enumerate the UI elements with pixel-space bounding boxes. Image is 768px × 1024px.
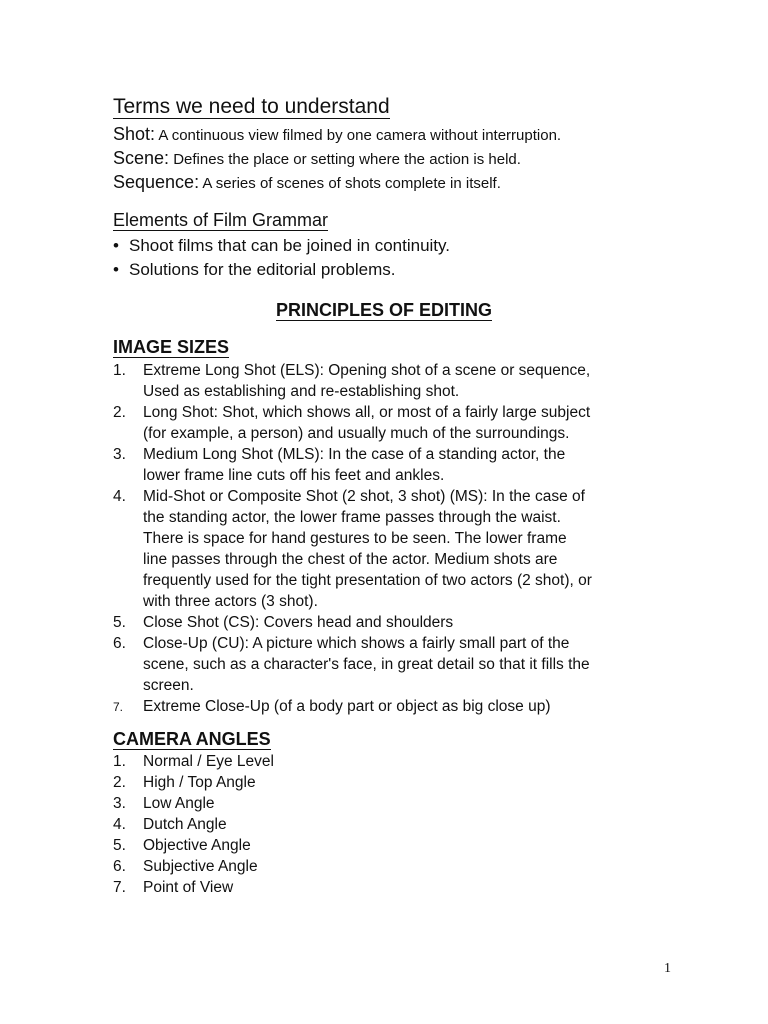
list-line: Close Shot (CS): Covers head and shoulders [143, 614, 454, 631]
image-sizes-heading-text: IMAGE SIZES [113, 337, 230, 357]
list-item [113, 486, 673, 612]
list-line: Normal / Eye Level [143, 753, 274, 770]
list-number: 2. [113, 774, 126, 791]
definition-scene [113, 148, 521, 169]
list-number: 3. [113, 446, 126, 463]
principles-heading-text: PRINCIPLES OF EDITING [275, 300, 493, 320]
list-line: Dutch Angle [143, 816, 227, 833]
list-line: High / Top Angle [143, 774, 256, 791]
list-line: Low Angle [143, 795, 215, 812]
list-line: Mid-Shot or Composite Shot (2 shot, 3 shot) (MS): In the case of [143, 488, 585, 505]
list-item [113, 814, 673, 835]
term-label: Shot: [113, 124, 156, 144]
list-item [113, 633, 673, 696]
list-line: Used as establishing and re-establishing shot. [143, 383, 460, 400]
terms-heading [113, 95, 390, 119]
list-item [113, 877, 673, 898]
list-number: 4. [113, 816, 126, 833]
list-number: 2. [113, 404, 126, 421]
list-line: Extreme Long Shot (ELS): Opening shot of a scene or sequence, [143, 362, 591, 379]
definition-shot [113, 124, 561, 145]
list-line: Close-Up (CU): A picture which shows a fairly small part of the [143, 635, 570, 652]
terms-heading-text: Terms we need to understand [113, 95, 390, 118]
list-number: 5. [113, 614, 126, 631]
list-number: 4. [113, 488, 126, 505]
list-line: line passes through the chest of the actor. Medium shots are [143, 551, 558, 568]
bullet-dot: • [113, 260, 119, 279]
list-line: Point of View [143, 879, 234, 896]
list-number: 6. [113, 635, 126, 652]
list-item [113, 612, 673, 633]
list-line: the standing actor, the lower frame passes through the waist. [143, 509, 561, 526]
bullet-text: Shoot films that can be joined in continuity. [129, 236, 450, 255]
bullet-item [113, 260, 395, 280]
bullet-text: Solutions for the editorial problems. [129, 260, 396, 279]
term-label: Scene: [113, 148, 170, 168]
term-text: A continuous view filmed by one camera without interruption. [155, 127, 562, 144]
list-item [113, 772, 673, 793]
principles-heading [0, 300, 768, 321]
list-line: frequently used for the tight presentation of two actors (2 shot), or [143, 572, 592, 589]
camera-angles-heading-text: CAMERA ANGLES [113, 729, 271, 749]
list-item [113, 751, 673, 772]
camera-angles-list [113, 751, 673, 898]
list-line: Medium Long Shot (MLS): In the case of a standing actor, the [143, 446, 566, 463]
list-number: 5. [113, 837, 126, 854]
bullet-item [113, 236, 450, 256]
list-line: Extreme Close-Up (of a body part or object as big close up) [143, 698, 551, 715]
list-item [113, 360, 673, 402]
grammar-heading-text: Elements of Film Grammar [113, 210, 329, 230]
grammar-heading [113, 210, 328, 231]
list-item [113, 402, 673, 444]
image-sizes-heading [113, 337, 229, 358]
list-number: 3. [113, 795, 126, 812]
list-number: 1. [113, 753, 126, 770]
definition-sequence [113, 172, 501, 193]
list-number: 7. [113, 700, 124, 714]
term-text: A series of scenes of shots complete in itself. [199, 175, 501, 192]
list-line: (for example, a person) and usually much of the surroundings. [143, 425, 570, 442]
list-number: 7. [113, 879, 126, 896]
list-item [113, 793, 673, 814]
list-number: 6. [113, 858, 126, 875]
image-sizes-list [113, 360, 673, 717]
page-number: 1 [664, 961, 671, 976]
list-line: lower frame line cuts off his feet and ankles. [143, 467, 445, 484]
list-item [113, 696, 673, 717]
list-item [113, 835, 673, 856]
list-line: Long Shot: Shot, which shows all, or most of a fairly large subject [143, 404, 591, 421]
list-number: 1. [113, 362, 126, 379]
list-line: Subjective Angle [143, 858, 258, 875]
list-line: Objective Angle [143, 837, 251, 854]
list-item [113, 856, 673, 877]
bullet-dot: • [113, 236, 119, 255]
list-line: scene, such as a character's face, in great detail so that it fills the [143, 656, 590, 673]
list-line: screen. [143, 677, 194, 694]
list-line: There is space for hand gestures to be seen. The lower frame [143, 530, 567, 547]
term-text: Defines the place or setting where the action is held. [169, 151, 521, 168]
term-label: Sequence: [113, 172, 200, 192]
list-item [113, 444, 673, 486]
list-line: with three actors (3 shot). [143, 593, 318, 610]
camera-angles-heading [113, 729, 271, 750]
